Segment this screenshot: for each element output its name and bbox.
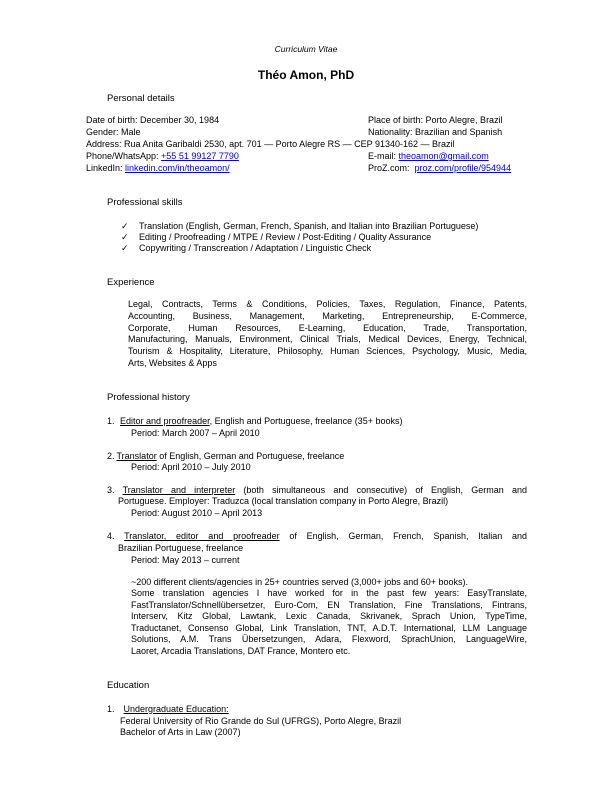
gender: Gender: Male (86, 127, 141, 137)
experience-areas: Legal, Contracts, Terms & Conditions, Policies, Taxes, Regulation, Finance, Patents, Accounting, Business, Management, Marketing, Entrepreneurship, E-Commerce, Corporate, Human Resources, E-Learning, Education, Trade, Transportation, Manufacturing, Manuals, Environment, Clinical Trials, Medical Devices, Energy, Technical, Tourism & Hospitality, Literature, Philosophy, Human Sciences, Psychology, Music, Media, Arts, Websites & Apps (128, 299, 527, 368)
person-name: Théo Amon, PhD (257, 68, 355, 82)
education-degree: Bachelor of Arts in Law (2007) (120, 727, 241, 737)
history-item-3-cont: Portuguese. Employer: Traduzca (local translation company in Porto Alegre, Brazil) (118, 496, 449, 506)
section-heading-history: Professional history (107, 392, 190, 403)
history-period: Period: April 2010 – July 2010 (131, 462, 251, 472)
email-row (368, 150, 489, 162)
date-of-birth: Date of birth: December 30, 1984 (86, 115, 220, 125)
history-period: Period: March 2007 – April 2010 (131, 428, 260, 438)
skill-item: ✓ Copywriting / Transcreation / Adaptation / Linguistic Check (121, 243, 372, 253)
nationality: Nationality: Brazilian and Spanish (368, 127, 503, 137)
section-heading-experience: Experience (107, 277, 155, 288)
agencies-list: Some translation agencies I have worked for in the past few years: EasyTranslate, FastTranslator/Schnellübersetzer, Euro-Com, EN Translation, Fine Translations, Fintrans, Interserv, Kitz Global, Lawtank, Lexic Canada, Skrivanek, Sprach Union, TypeTime, Traductanet, Consenso Global, Link Translation, TNT, A.D.T. International, LLM Language Solutions, A.M. Trans Übersetzungen, Adara, Flexword, SprachUnion, LanguageWire, Laoret, Arcadia Translations, DAT France, Montero etc. (131, 588, 527, 656)
place-of-birth: Place of birth: Porto Alegre, Brazil (368, 115, 503, 125)
section-heading-education: Education (107, 680, 150, 691)
linkedin-link[interactable]: linkedin.com/in/theoamon/ (125, 163, 230, 173)
phone-link[interactable]: +55 51 99127 7790 (161, 151, 239, 161)
history-period: Period: August 2010 – April 2013 (131, 508, 263, 518)
history-item-1: 1. Editor and proofreader, English and Portuguese, freelance (35+ books) (107, 416, 403, 426)
history-period: Period: May 2013 – current (131, 555, 240, 565)
history-summary: ~200 different clients/agencies in 25+ countries served (3,000+ jobs and 60+ books). (131, 577, 469, 587)
phone-row (86, 150, 239, 162)
history-item-2: 2. Translator of English, German and Portuguese, freelance (107, 451, 345, 461)
education-school: Federal University of Rio Grande do Sul (UFRGS), Porto Alegre, Brazil (120, 716, 402, 726)
checkmark-icon: ✓ (121, 243, 129, 253)
linkedin-row (86, 162, 230, 174)
proz-label: ProZ.com: (368, 163, 415, 173)
phone-label: Phone/WhatsApp: (86, 151, 162, 161)
proz-link[interactable]: proz.com/profile/954944 (414, 163, 512, 173)
email-label: E-mail: (368, 151, 399, 161)
history-item-4: 4. Translator, editor and proofreader of English, German, French, Spanish, Italian and (107, 531, 528, 541)
skill-item: ✓ Editing / Proofreading / MTPE / Review / Post-Editing / Quality Assurance (121, 232, 432, 242)
checkmark-icon: ✓ (121, 221, 129, 231)
skill-item: ✓ Translation (English, German, French, Spanish, and Italian into Brazilian Portuguese) (121, 221, 479, 231)
history-item-4-cont: Brazilian Portuguese, freelance (118, 543, 244, 553)
address: Address: Rua Anita Garibaldi 2530, apt. 701 — Porto Alegre RS — CEP 91340-162 — Brazil (86, 139, 455, 149)
education-item-1: 1. Undergraduate Education: (107, 704, 229, 714)
linkedin-label: LinkedIn: (86, 163, 126, 173)
checkmark-icon: ✓ (121, 232, 129, 242)
section-heading-skills: Professional skills (107, 197, 183, 208)
history-item-3: 3. Translator and interpreter (both simultaneous and consecutive) of English, German and (107, 485, 527, 495)
proz-row (368, 162, 511, 174)
doc-title: Curriculum Vitae (274, 44, 338, 54)
email-link[interactable]: theoamon@gmail.com (398, 151, 489, 161)
section-heading-personal: Personal details (107, 93, 175, 104)
